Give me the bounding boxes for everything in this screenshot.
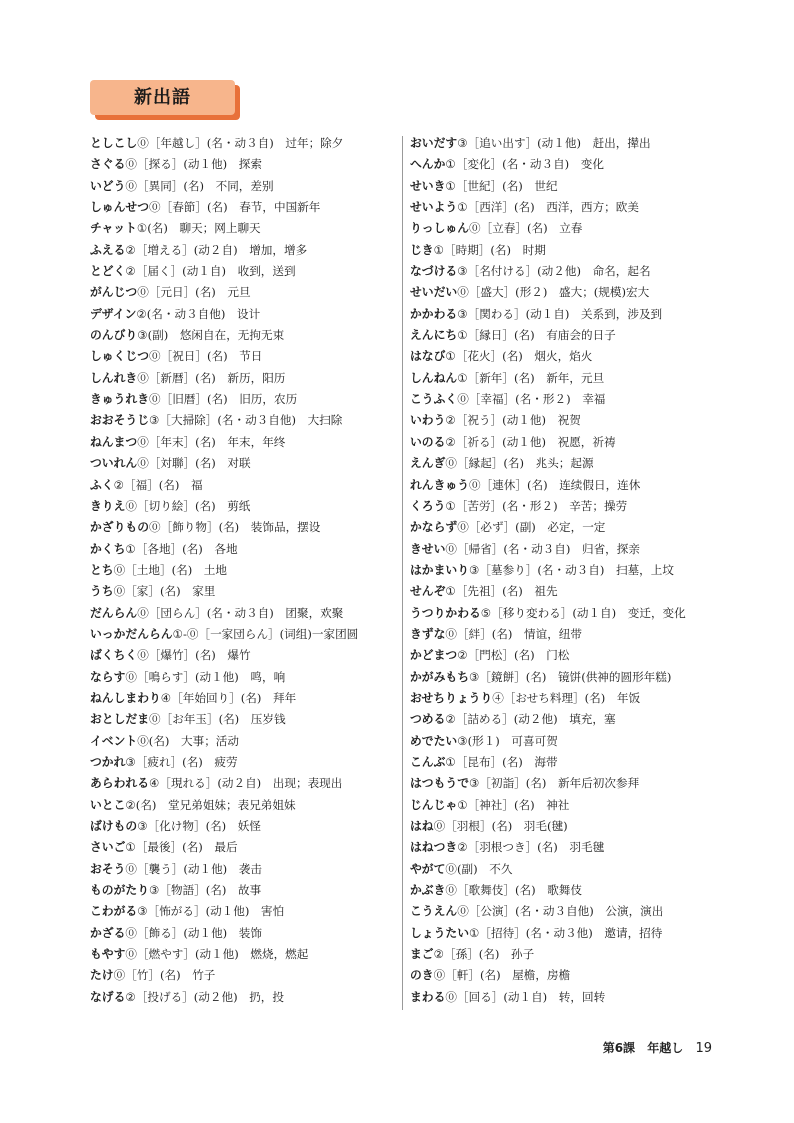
vocab-entry [410, 987, 710, 1008]
vocab-kana: はかまいり [410, 562, 469, 577]
vocab-entry [410, 496, 710, 517]
vocab-entry [410, 368, 710, 389]
vocab-definition: ⓪［連休］(名) 连续假日，连休 [469, 477, 641, 492]
vocab-kana: ふく [90, 477, 114, 492]
vocab-kana: じき [410, 242, 434, 257]
watermark [230, 700, 630, 800]
vocab-kana: デザイン [90, 306, 137, 321]
vocab-definition: ②(名) 堂兄弟姐妹；表兄弟姐妹 [125, 797, 296, 812]
vocab-entry [90, 560, 400, 581]
vocab-entry [410, 218, 710, 239]
vocab-entry [90, 923, 400, 944]
vocab-definition: ⓪［探る］(动１他) 探索 [125, 157, 262, 172]
vocab-definition: ⓪［鳴らす］(动１他) 鸣，响 [125, 669, 286, 684]
vocab-definition: ①［先祖］(名) 祖先 [445, 584, 558, 599]
vocab-entry [410, 837, 710, 858]
vocab-kana: しゅんせつ [90, 200, 149, 215]
section-title: 新出語 [134, 87, 191, 108]
vocab-entry [90, 453, 400, 474]
vocab-definition: ⓪［祝日］(名) 节日 [149, 349, 263, 364]
page-footer [595, 1039, 712, 1056]
vocab-definition: ②［祝う］(动１他) 祝贺 [445, 413, 581, 428]
vocab-definition: ③［疲れ］(名) 疲劳 [125, 754, 238, 769]
vocab-definition: ⓪［土地］(名) 土地 [113, 562, 228, 577]
vocab-entry [90, 325, 400, 346]
vocab-definition: ③(副) 悠闲自在，无拘无束 [137, 328, 285, 343]
vocab-kana: かくち [90, 541, 126, 556]
vocab-definition: ⓪［旧暦］(名) 旧历，农历 [149, 392, 298, 407]
vocab-entry [90, 389, 400, 410]
vocab-definition: ④［おせち料理］(名) 年饭 [492, 690, 641, 705]
vocab-kana: ものがたり [90, 883, 149, 898]
vocab-entry [410, 282, 710, 303]
vocab-kana: かかわる [410, 306, 458, 321]
vocab-column-left [90, 133, 400, 1008]
vocab-entry [90, 261, 400, 282]
vocab-entry [90, 432, 400, 453]
vocab-entry [90, 645, 400, 666]
vocab-entry [410, 603, 710, 624]
vocab-definition: ①［昆布］(名) 海带 [445, 754, 558, 769]
vocab-kana: だんらん [90, 605, 138, 620]
vocab-entry [410, 539, 710, 560]
vocab-definition: ⓪［家］(名) 家里 [113, 584, 216, 599]
vocab-entry [410, 389, 710, 410]
column-divider [402, 136, 403, 1010]
vocab-kana: こわがる [90, 904, 138, 919]
vocab-kana: ねんまつ [90, 434, 138, 449]
vocab-kana: えんにち [410, 328, 458, 343]
vocab-entry [90, 539, 400, 560]
vocab-kana: あらわれる [90, 776, 149, 791]
vocab-definition: ⓪［幸福］(名・形２) 幸福 [457, 392, 606, 407]
vocab-entry [410, 133, 710, 154]
vocab-definition: ②［増える］(动２自) 增加，增多 [125, 242, 308, 257]
vocab-definition: ⓪［竹］(名) 竹子 [113, 968, 216, 983]
vocab-entry [90, 154, 400, 175]
vocab-definition: ②［祈る］(动１他) 祝愿，祈祷 [445, 434, 616, 449]
vocab-kana: もやす [90, 947, 126, 962]
footer-lesson-title: 年越し [647, 1041, 684, 1055]
vocab-definition: ⓪［飾り物］(名) 装饰品，摆设 [149, 520, 321, 535]
vocab-definition: ⓪［羽根］(名) 羽毛(毽) [433, 819, 568, 833]
vocab-kana: へんか [410, 157, 446, 172]
vocab-kana: しんれき [90, 370, 138, 385]
vocab-entry [410, 624, 710, 645]
vocab-entry [90, 944, 400, 965]
section-title-box [90, 80, 235, 115]
vocab-definition: ⓪［必ず］(副) 必定，一定 [457, 520, 606, 535]
vocab-definition: ①［花火］(名) 烟火，焰火 [445, 349, 593, 364]
vocab-definition: ⓪［新暦］(名) 新历，阳历 [137, 370, 286, 385]
vocab-definition: ①［縁日］(名) 有庙会的日子 [457, 328, 616, 343]
vocab-definition: ①［西洋］(名) 西洋，西方；欧美 [457, 200, 639, 215]
vocab-entry [90, 197, 400, 218]
footer-lesson: 第6課 [602, 1041, 636, 1055]
vocab-kana: めでたい [410, 733, 458, 748]
vocab-entry [410, 410, 710, 431]
vocab-kana: おせちりょうり [410, 690, 493, 705]
vocab-entry [90, 368, 400, 389]
vocab-definition: ⓪［飾る］(动１他) 装饰 [125, 925, 262, 940]
vocab-entry [410, 197, 710, 218]
vocab-entry [90, 496, 400, 517]
vocab-kana: いのる [410, 434, 446, 449]
vocab-entry [410, 816, 710, 837]
vocab-kana: しょうたい [410, 925, 469, 940]
vocab-definition: ⓪［燃やす］(动１他) 燃烧，燃起 [125, 947, 309, 962]
vocab-entry [90, 282, 400, 303]
vocab-definition: ③［墓参り］(名・动３自) 扫墓，上坟 [469, 562, 674, 577]
vocab-entry [410, 346, 710, 367]
vocab-entry [90, 624, 400, 645]
vocab-kana: がんじつ [90, 285, 138, 300]
vocab-definition: ⓪［お年玉］(名) 压岁钱 [149, 712, 286, 727]
vocab-kana: はなび [410, 349, 446, 364]
vocab-kana: かざる [90, 925, 126, 940]
vocab-definition: ⓪［異同］(名) 不同，差别 [125, 178, 274, 193]
vocab-entry [90, 667, 400, 688]
vocab-entry [410, 475, 710, 496]
vocab-entry [90, 965, 400, 986]
vocab-kana: こんぶ [410, 754, 446, 769]
vocab-entry [90, 346, 400, 367]
vocab-entry [90, 859, 400, 880]
vocab-entry [90, 837, 400, 858]
vocab-kana: おとしだま [90, 712, 149, 727]
vocab-entry [90, 475, 400, 496]
vocab-definition: ①［招待］(名・动３他) 邀请，招待 [469, 925, 663, 940]
vocab-entry [90, 240, 400, 261]
vocab-kana: ばけもの [90, 819, 138, 833]
vocab-definition: ④［年始回り］(名) 拜年 [160, 690, 297, 705]
vocab-definition: ⓪［軒］(名) 屋檐，房檐 [433, 968, 571, 983]
vocab-kana: ばくちく [90, 648, 138, 663]
vocab-kana: さぐる [90, 157, 126, 172]
vocab-entry [410, 901, 710, 922]
vocab-entry [410, 517, 710, 538]
vocab-definition: ③［名付ける］(动２他) 命名，起名 [457, 264, 651, 279]
vocab-definition: ②［羽根つき］(名) 羽毛毽 [457, 840, 605, 855]
vocab-entry [410, 923, 710, 944]
vocab-kana: おいだす [410, 136, 458, 150]
vocab-definition: ⓪［歌舞伎］(名) 歌舞伎 [445, 883, 582, 898]
vocab-kana: とち [90, 562, 114, 577]
vocab-entry [410, 645, 710, 666]
vocab-kana: のき [410, 968, 434, 983]
vocab-entry [410, 560, 710, 581]
vocab-definition: ⓪［帰省］(名・动３自) 归省，探亲 [445, 541, 640, 556]
vocab-kana: くろう [410, 498, 446, 513]
vocab-definition: ③［大掃除］(名・动３自他) 大扫除 [149, 413, 343, 428]
vocab-kana: じんじゃ [410, 797, 458, 812]
vocab-kana: しんねん [410, 370, 458, 385]
vocab-entry [410, 261, 710, 282]
vocab-definition: ②(名・动３自他) 设计 [136, 306, 261, 321]
vocab-kana: いっかだんらん [90, 626, 173, 641]
vocab-definition: ②［門松］(名) 门松 [457, 648, 570, 663]
vocab-kana: ねんしまわり [90, 690, 161, 705]
vocab-entry [90, 517, 400, 538]
vocab-definition: ①(名) 聊天；网上聊天 [136, 221, 261, 236]
vocab-kana: しゅくじつ [90, 349, 149, 364]
vocab-entry [410, 304, 710, 325]
vocab-kana: せいき [410, 178, 446, 193]
vocab-kana: ふえる [90, 242, 126, 257]
vocab-kana: やがて [410, 861, 446, 876]
vocab-definition: ⑤［移り変わる］(动１自) 变迁，变化 [480, 605, 686, 620]
vocab-entry [410, 581, 710, 602]
vocab-kana: うつりかわる [410, 605, 481, 620]
vocab-entry [90, 987, 400, 1008]
vocab-entry [90, 816, 400, 837]
vocab-definition: ①［各地］(名) 各地 [125, 541, 238, 556]
vocab-entry [90, 410, 400, 431]
vocab-entry [90, 304, 400, 325]
vocab-kana: かならず [410, 520, 458, 535]
vocab-kana: せいよう [410, 200, 458, 215]
vocab-definition: ⓪［回る］(动１自) 转，回转 [445, 989, 606, 1004]
vocab-kana: いどう [90, 178, 126, 193]
vocab-kana: せんぞ [410, 584, 446, 599]
vocab-entry [410, 432, 710, 453]
vocab-kana: きゅうれき [90, 392, 149, 407]
vocab-entry [90, 176, 400, 197]
vocab-definition: ①［時期］(名) 时期 [433, 242, 546, 257]
vocab-definition: ④［現れる］(动２自) 出现；表现出 [149, 776, 343, 791]
vocab-kana: はつもうで [410, 776, 469, 791]
vocab-definition: ③［初詣］(名) 新年后初次参拜 [469, 776, 640, 791]
vocab-kana: チャット [90, 221, 137, 236]
page-number: 19 [695, 1041, 712, 1056]
vocab-definition: ①［苦労］(名・形２) 辛苦；操劳 [445, 498, 628, 513]
vocab-kana: こうふく [410, 392, 458, 407]
vocab-definition: ②［詰める］(动２他) 填充，塞 [445, 712, 616, 727]
vocab-kana: おおそうじ [90, 413, 149, 428]
vocab-definition: ⓪［絆］(名) 情谊，纽带 [445, 626, 582, 641]
vocab-definition: ①［世紀］(名) 世纪 [445, 178, 558, 193]
vocab-definition: ⓪［団らん］(名・动３自) 团聚，欢聚 [137, 605, 344, 620]
vocab-definition: ⓪［年末］(名) 年末，年终 [137, 434, 286, 449]
vocab-kana: なづける [410, 264, 458, 279]
vocab-definition: ⓪［切り絵］(名) 剪纸 [125, 498, 251, 513]
vocab-definition: ①［神社］(名) 神社 [457, 797, 570, 812]
vocab-kana: はねつき [410, 840, 458, 855]
vocab-entry [410, 880, 710, 901]
vocab-kana: きずな [410, 626, 446, 641]
vocab-entry [90, 581, 400, 602]
vocab-kana: せいだい [410, 285, 458, 300]
vocab-kana: かぶき [410, 883, 446, 898]
vocab-definition: ⓪(副) 不久 [445, 861, 513, 876]
vocab-definition: ⓪［襲う］(动１他) 袭击 [125, 861, 262, 876]
vocab-kana: えんぎ [410, 456, 446, 471]
vocab-definition: ①［新年］(名) 新年，元旦 [457, 370, 605, 385]
vocab-definition: ①［最後］(名) 最后 [125, 840, 238, 855]
vocab-kana: なげる [90, 989, 126, 1004]
vocab-kana: きりえ [90, 498, 126, 513]
vocab-entry [410, 944, 710, 965]
vocab-definition: ⓪［立春］(名) 立春 [469, 221, 583, 236]
vocab-kana: まご [410, 947, 434, 962]
vocab-definition: ③［物語］(名) 故事 [149, 883, 262, 898]
vocab-kana: イベント [90, 733, 138, 748]
vocab-kana: かがみもち [410, 669, 469, 684]
vocab-definition: ③(形１) 可喜可贺 [457, 733, 558, 748]
vocab-entry [410, 453, 710, 474]
vocab-column-right [410, 133, 710, 1008]
vocab-definition: ⓪［年越し］(名・动３自) 过年；除夕 [137, 136, 344, 150]
vocab-definition: ②［福］(名) 福 [113, 477, 203, 492]
vocab-definition: ③［追い出す］(动１他) 赶出，撵出 [457, 136, 651, 150]
vocab-kana: まわる [410, 989, 446, 1004]
vocab-entry [90, 603, 400, 624]
vocab-kana: つめる [410, 712, 446, 727]
vocab-kana: とどく [90, 264, 126, 279]
vocab-entry [90, 880, 400, 901]
vocab-definition: ②［投げる］(动２他) 扔，投 [125, 989, 284, 1004]
vocab-kana: ついれん [90, 456, 138, 471]
vocab-definition: ⓪［縁起］(名) 兆头；起源 [445, 456, 594, 471]
vocab-kana: いとこ [90, 797, 126, 812]
vocab-definition: ③［鏡餅］(名) 镜饼(供神的圆形年糕) [469, 669, 672, 684]
vocab-kana: はね [410, 819, 434, 833]
vocab-kana: かざりもの [90, 520, 149, 535]
vocab-kana: きせい [410, 541, 446, 556]
vocab-definition: ②［届く］(动１自) 收到，送到 [125, 264, 296, 279]
vocab-entry [410, 965, 710, 986]
vocab-entry [90, 218, 400, 239]
vocab-definition: ⓪［対聯］(名) 对联 [137, 456, 251, 471]
vocab-entry [410, 325, 710, 346]
vocab-kana: りっしゅん [410, 221, 469, 236]
vocab-definition: ②［孫］(名) 孙子 [433, 947, 535, 962]
vocab-entry [410, 240, 710, 261]
vocab-kana: こうえん [410, 904, 458, 919]
vocab-entry [410, 667, 710, 688]
vocab-definition: ①-⓪［一家団らん］(词组)一家团圆 [172, 626, 359, 641]
vocab-definition: ③［化け物］(名) 妖怪 [137, 819, 261, 833]
vocab-kana: のんびり [90, 328, 138, 343]
vocab-kana: うち [90, 584, 114, 599]
vocab-definition: ①［変化］(名・动３自) 变化 [445, 157, 604, 172]
vocab-kana: さいご [90, 840, 126, 855]
vocab-kana: いわう [410, 413, 446, 428]
vocab-definition: ⓪［元日］(名) 元旦 [137, 285, 251, 300]
vocab-definition: ⓪(名) 大事；活动 [137, 733, 240, 748]
vocab-kana: としこし [90, 136, 138, 150]
vocab-entry [410, 154, 710, 175]
vocab-entry [90, 901, 400, 922]
vocab-kana: ならす [90, 669, 126, 684]
vocab-definition: ③［関わる］(动１自) 关系到，涉及到 [457, 306, 663, 321]
vocab-entry [90, 133, 400, 154]
vocab-definition: ⓪［爆竹］(名) 爆竹 [137, 648, 251, 663]
vocab-kana: つかれ [90, 754, 126, 769]
vocab-kana: かどまつ [410, 648, 458, 663]
vocab-definition: ⓪［盛大］(形２) 盛大；(规模)宏大 [457, 285, 650, 300]
vocab-kana: たけ [90, 968, 114, 983]
vocab-kana: れんきゅう [410, 477, 469, 492]
vocab-kana: おそう [90, 861, 126, 876]
vocab-definition: ⓪［春節］(名) 春节，中国新年 [149, 200, 321, 215]
vocab-entry [410, 859, 710, 880]
vocab-definition: ③［怖がる］(动１他) 害怕 [137, 904, 285, 919]
vocab-entry [410, 176, 710, 197]
vocab-definition: ⓪［公演］(名・动３自他) 公演，演出 [457, 904, 664, 919]
